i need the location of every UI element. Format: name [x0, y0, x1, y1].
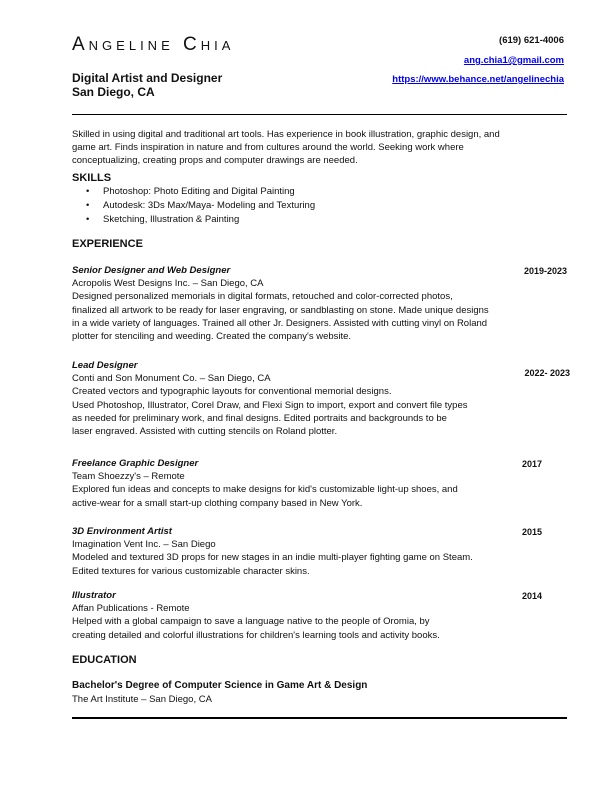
job-entry: [72, 589, 567, 642]
job-title: Senior Designer and Web Designer: [72, 265, 231, 276]
skills-heading: SKILLS: [72, 172, 112, 184]
skill-item: • Photoshop: Photo Editing and Digital Painting: [72, 185, 315, 199]
job-line: finalized all artwork to be ready for laser engraving, or sandblasting on stone. Made unique designs: [72, 304, 489, 316]
job-title: Digital Artist and Designer: [72, 71, 223, 85]
job-line: Explored fun ideas and concepts to make designs for kid's customizable light-up shoes, and: [72, 484, 458, 496]
skill-item: • Autodesk: 3Ds Max/Maya- Modeling and Texturing: [72, 199, 315, 213]
summary-line: conceptualizing, creating props and computer drawings are needed.: [72, 155, 358, 167]
skill-item: • Sketching, Illustration & Painting: [72, 213, 315, 227]
job-dates: 2022- 2023: [524, 368, 570, 378]
job-company: Imagination Vent Inc. – San Diego: [72, 539, 216, 551]
job-dates: 2019-2023: [523, 266, 567, 276]
job-company: Affan Publications - Remote: [72, 603, 190, 615]
job-line: active-wear for a small start-up clothing company based in New York.: [72, 497, 363, 509]
job-entry: [72, 525, 567, 578]
job-entry: [72, 359, 570, 438]
degree: Bachelor's Degree of Computer Science in Game Art & Design: [72, 680, 368, 691]
school: The Art Institute – San Diego, CA: [72, 694, 212, 705]
education-heading: EDUCATION: [72, 654, 137, 666]
job-dates: 2014: [522, 591, 543, 601]
job-title: Illustrator: [72, 590, 116, 601]
location: San Diego, CA: [72, 85, 155, 99]
candidate-name: Angeline Chia: [72, 34, 235, 55]
skills-list: [72, 185, 315, 227]
job-line: creating detailed and colorful illustrations for children's learning tools and activity books.: [72, 629, 440, 641]
job-line: laser engraved. Assisted with cutting stencils on Roland plotter.: [72, 426, 338, 438]
phone-number: (619) 621-4006: [499, 35, 564, 46]
summary-line: Skilled in using digital and traditional art tools. Has experience in book illustration, graphic design, and: [72, 129, 500, 140]
job-line: Modeled and textured 3D props for new stages in an indie multi-player fighting game on Steam.: [72, 552, 473, 564]
job-line: in a wide variety of languages. Trained all other Jr. Designers. Assisted with cutting vinyl on Roland: [72, 317, 488, 329]
job-company: Team Shoezzy's – Remote: [72, 471, 185, 483]
job-line: Edited textures for various customizable character skins.: [72, 565, 310, 577]
job-line: Designed personalized memorials in digital formats, retouched and color-corrected photos,: [72, 291, 453, 303]
job-line: plotter for stenciling and weeding. Created the company's website.: [72, 331, 352, 343]
job-title: 3D Environment Artist: [72, 526, 172, 537]
summary: [72, 128, 500, 168]
job-title: Freelance Graphic Designer: [72, 458, 199, 469]
job-dates: 2015: [522, 527, 543, 537]
job-line: Used Photoshop, Illustrator, Corel Draw, and Flexi Sign to import, export and convert file types: [72, 399, 468, 411]
job-entry: [72, 457, 567, 510]
email-link[interactable]: ang.chia1@gmail.com: [463, 55, 564, 66]
job-line: Helped with a global campaign to save a language native to the people of Oromia, by: [72, 616, 430, 628]
footer-divider: [72, 717, 567, 719]
job-company: Conti and Son Monument Co. – San Diego, CA: [72, 373, 271, 385]
job-line: Created vectors and typographic layouts for conventional memorial designs.: [72, 386, 392, 398]
job-company: Acropolis West Designs Inc. – San Diego, CA: [72, 278, 264, 290]
job-entry: [72, 264, 567, 343]
job-title: Lead Designer: [72, 360, 138, 371]
job-dates: 2017: [522, 459, 543, 469]
job-line: as needed for preliminary work, and final designs. Edited portraits and backgrounds to be: [72, 412, 447, 424]
header-divider: [72, 114, 567, 115]
summary-line: game art. Finds inspiration in nature and from cultures around the world. Seeking work where: [72, 142, 464, 154]
experience-heading: EXPERIENCE: [72, 238, 143, 250]
portfolio-link[interactable]: https://www.behance.net/angelinechia: [392, 74, 564, 85]
